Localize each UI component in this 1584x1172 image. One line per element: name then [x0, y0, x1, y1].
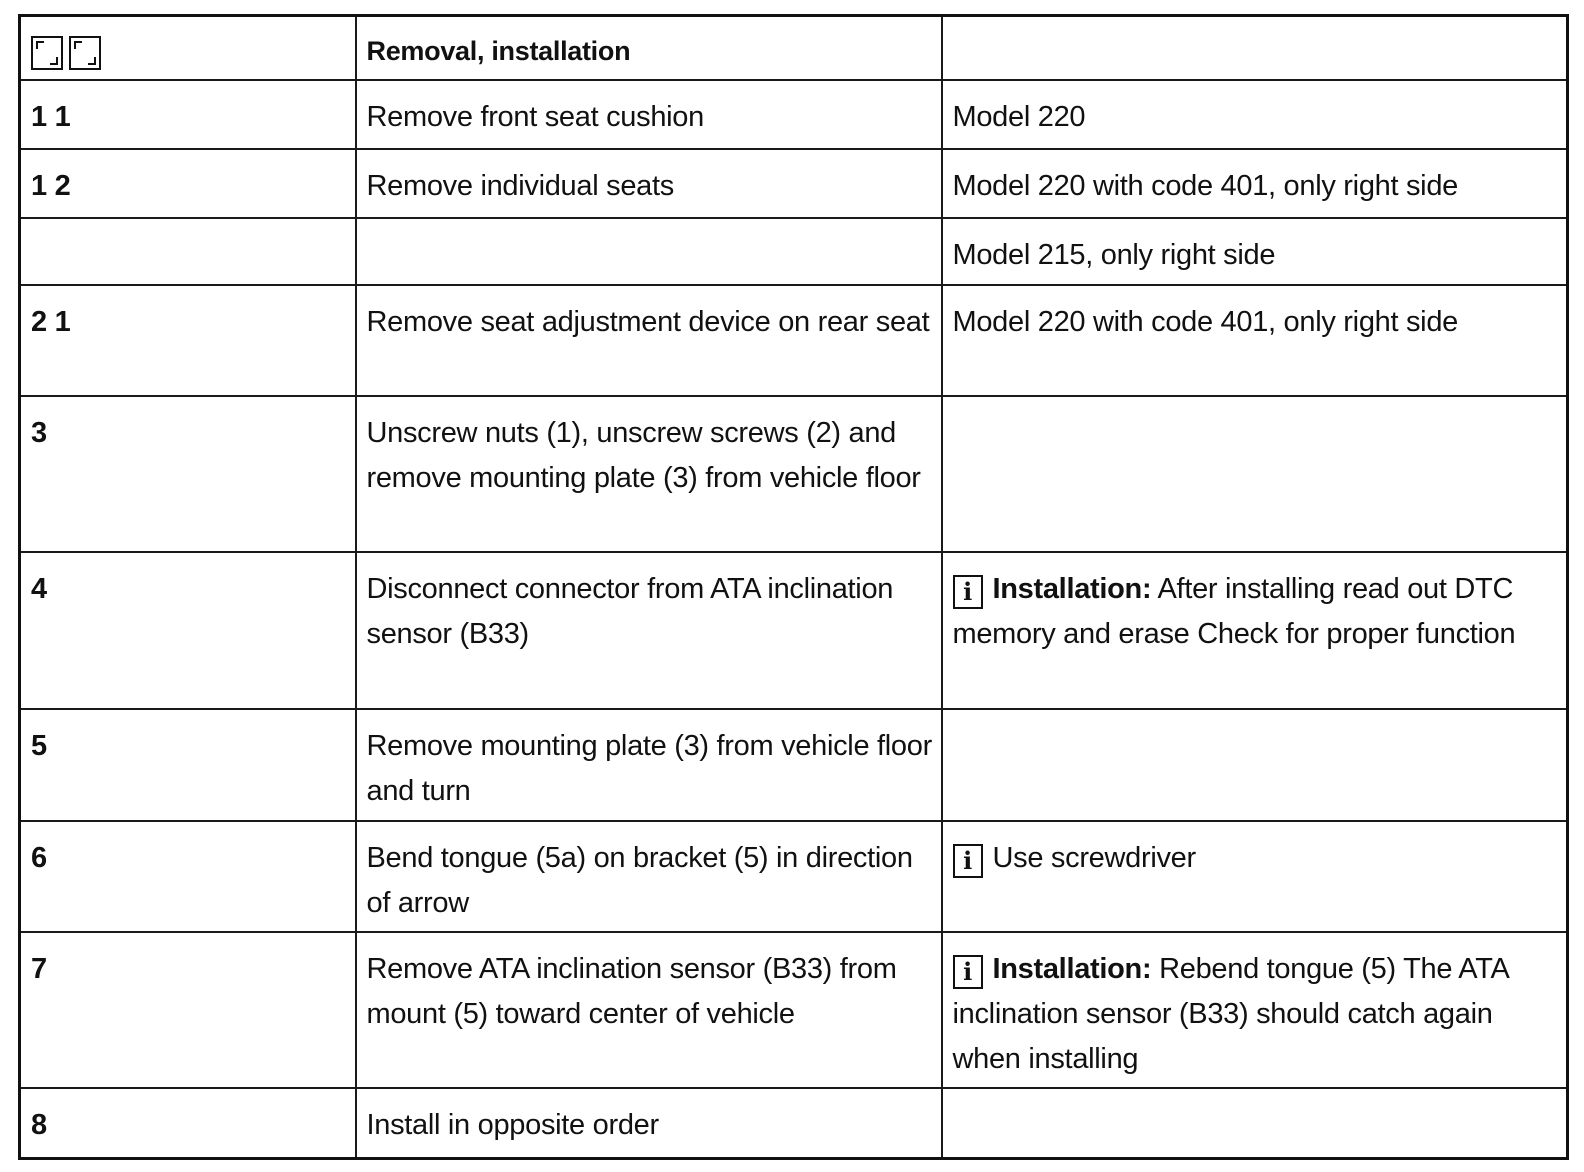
info-icon: i: [953, 844, 983, 878]
table-row: [20, 552, 1568, 710]
table-row: [20, 285, 1568, 396]
step-note: [942, 932, 1568, 1088]
step-note: [942, 1088, 1568, 1159]
step-action: Remove front seat cushion: [356, 80, 942, 149]
table-row: [20, 821, 1568, 932]
step-number: [20, 218, 356, 285]
header-title: Removal, installation: [356, 16, 942, 81]
step-note: [942, 552, 1568, 710]
note-label: Installation:: [992, 572, 1152, 605]
note-text: Use screwdriver: [992, 841, 1196, 874]
step-action: Bend tongue (5a) on bracket (5) in direction of arrow: [356, 821, 942, 932]
step-note: [942, 396, 1568, 552]
table-row: [20, 932, 1568, 1088]
picture-icon: [31, 36, 63, 70]
step-number: 1 2: [20, 149, 356, 218]
header-notes: [942, 16, 1568, 81]
step-action: Install in opposite order: [356, 1088, 942, 1159]
step-note: [942, 709, 1568, 820]
table-row: [20, 80, 1568, 149]
step-number: 4: [20, 552, 356, 710]
step-number: 6: [20, 821, 356, 932]
step-number: 5: [20, 709, 356, 820]
table-row: [20, 396, 1568, 552]
step-action: Remove mounting plate (3) from vehicle floor and turn: [356, 709, 942, 820]
step-number: 1 1: [20, 80, 356, 149]
table-row: [20, 709, 1568, 820]
step-note: Model 220: [942, 80, 1568, 149]
step-action: Unscrew nuts (1), unscrew screws (2) and remove mounting plate (3) from vehicle floor: [356, 396, 942, 552]
step-number: 2 1: [20, 285, 356, 396]
step-number: 3: [20, 396, 356, 552]
step-action: Remove individual seats: [356, 149, 942, 218]
note-text: Rebend tongue (5) The ATA inclination sensor (B33) should catch again when installing: [952, 952, 1508, 1075]
table-row: [20, 218, 1568, 285]
step-action: Remove ATA inclination sensor (B33) from mount (5) toward center of vehicle: [356, 932, 942, 1088]
step-action: Disconnect connector from ATA inclination sensor (B33): [356, 552, 942, 710]
note-text: After installing read out DTC memory and erase Check for proper function: [952, 572, 1516, 650]
step-note: [942, 821, 1568, 932]
step-action: [356, 218, 942, 285]
info-icon: i: [953, 955, 983, 989]
note-label: Installation:: [992, 952, 1152, 985]
step-note: Model 215, only right side: [942, 218, 1568, 285]
table-header-row: [20, 16, 1568, 81]
step-number: 7: [20, 932, 356, 1088]
procedure-table: [18, 14, 1569, 1160]
table-row: [20, 1088, 1568, 1159]
step-number: 8: [20, 1088, 356, 1159]
picture-icon: [69, 36, 101, 70]
step-action: Remove seat adjustment device on rear seat: [356, 285, 942, 396]
table-row: [20, 149, 1568, 218]
info-icon: i: [953, 575, 983, 609]
step-note: Model 220 with code 401, only right side: [942, 149, 1568, 218]
header-icons-cell: [20, 16, 356, 81]
step-note: Model 220 with code 401, only right side: [942, 285, 1568, 396]
